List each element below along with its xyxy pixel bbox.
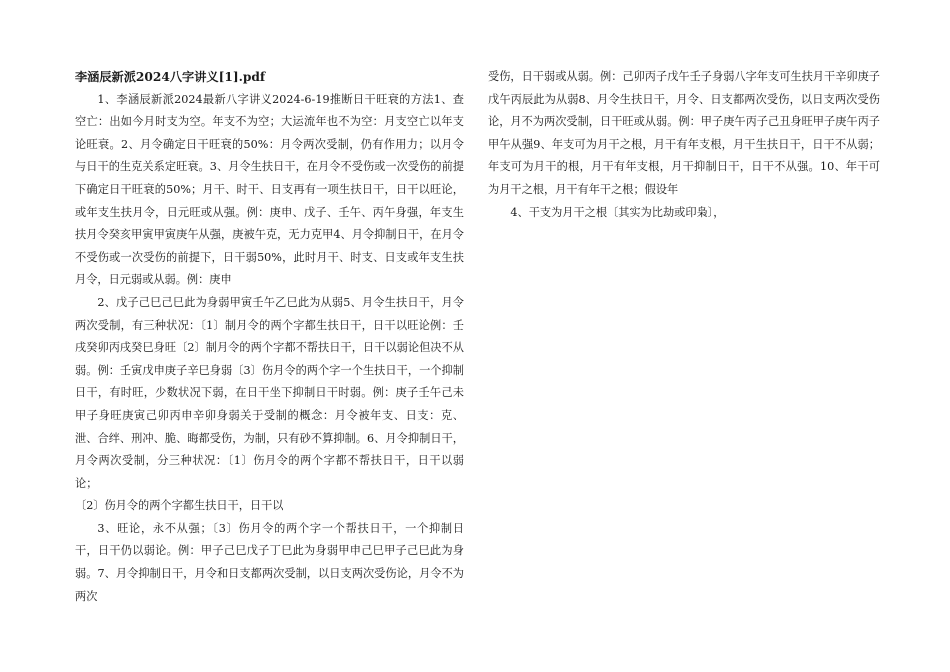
right-column	[488, 66, 880, 224]
paragraph: 受伤，日干弱或从弱。例：己卯丙子戊午壬子身弱八字年支可生扶月干辛卯庚子戊午丙辰此为从弱8、月令生扶日干，月令、日支都两次受伤，以日支两次受伤论，月不为两次受制，日干旺或从弱。例：甲子庚午丙子己丑身旺甲子庚午丙子甲午从强9、年支可为月干之根，月干有年支根，月干生扶日干，日干不从弱；年支可为月干的根，月干有年支根，月干抑制日干，日干不从强。10、年干可为月干之根，月干有年干之根；假设年	[488, 70, 880, 196]
paragraph: 1、李涵辰新派2024最新八字讲义2024-6-19推断日干旺衰的方法1、查空亡：出如今月时支为空。年支不为空；大运流年也不为空：月支空亡以年支论旺衰。2、月令确定日干旺衰的50%：月令两次受制，仍有作用力；以月令与日干的生克关系定旺衰。3、月令生扶日干，在月令不受伤或一次受伤的前提下确定日干旺衰的50%；月干、时干、日支再有一项生扶日干，日干以旺论，或年支生扶月令，日元旺或从强。例：庚申、戊子、壬午、丙午身强，年支生扶月令癸亥甲寅甲寅庚午从强，庚被午克，无力克甲4、月令抑制日干，在月令不受伤或一次受伤的前提下，日干弱50%，此时月干、时支、日支或年支生扶月令，日元弱或从弱。例：庚申	[75, 92, 464, 287]
paragraph: 4、干支为月干之根〔其实为比劫或印枭〕，	[510, 205, 725, 219]
paragraph: 2、戊子己巳己巳此为身弱甲寅壬午乙巳此为从弱5、月令生扶日干，月令两次受制，有三种状况：〔1〕制月令的两个字都生扶日干，日干以旺论例：壬戌癸卯丙戌癸巳身旺〔2〕制月令的两个字都不帮扶日干，日干以弱论但决不从弱。例：壬寅戊申庚子辛巳身弱〔3〕伤月令的两个字一个生扶日干，一个抑制日干，有时旺，少数状况下弱，在日干坐下抑制日干时弱。例：庚子壬午己未甲子身旺庚寅己卯丙申辛卯身弱关于受制的概念：月令被年支、日支：克、泄、合绊、刑冲、脆、晦都受伤，为制，只有砂不算抑制。6、月令抑制日干，月令两次受制，分三种状况：〔1〕伤月令的两个字都不帮扶日干，日干以弱论；	[75, 295, 464, 490]
document-title: 李涵辰新派2024八字讲义[1].pdf	[75, 70, 266, 84]
paragraph: 3、旺论，永不从强；〔3〕伤月令的两个字一个帮扶日干，一个抑制日干，日干仍以弱论。例：甲子己巳戊子丁巳此为身弱甲申己巳甲子己巳此为身弱。7、月令抑制日干，月令和日支都两次受制，以日支两次受伤论，月令不为两次	[75, 521, 464, 603]
left-column	[75, 66, 464, 608]
paragraph: 〔2〕伤月令的两个字都生扶日干，日干以	[75, 499, 284, 513]
